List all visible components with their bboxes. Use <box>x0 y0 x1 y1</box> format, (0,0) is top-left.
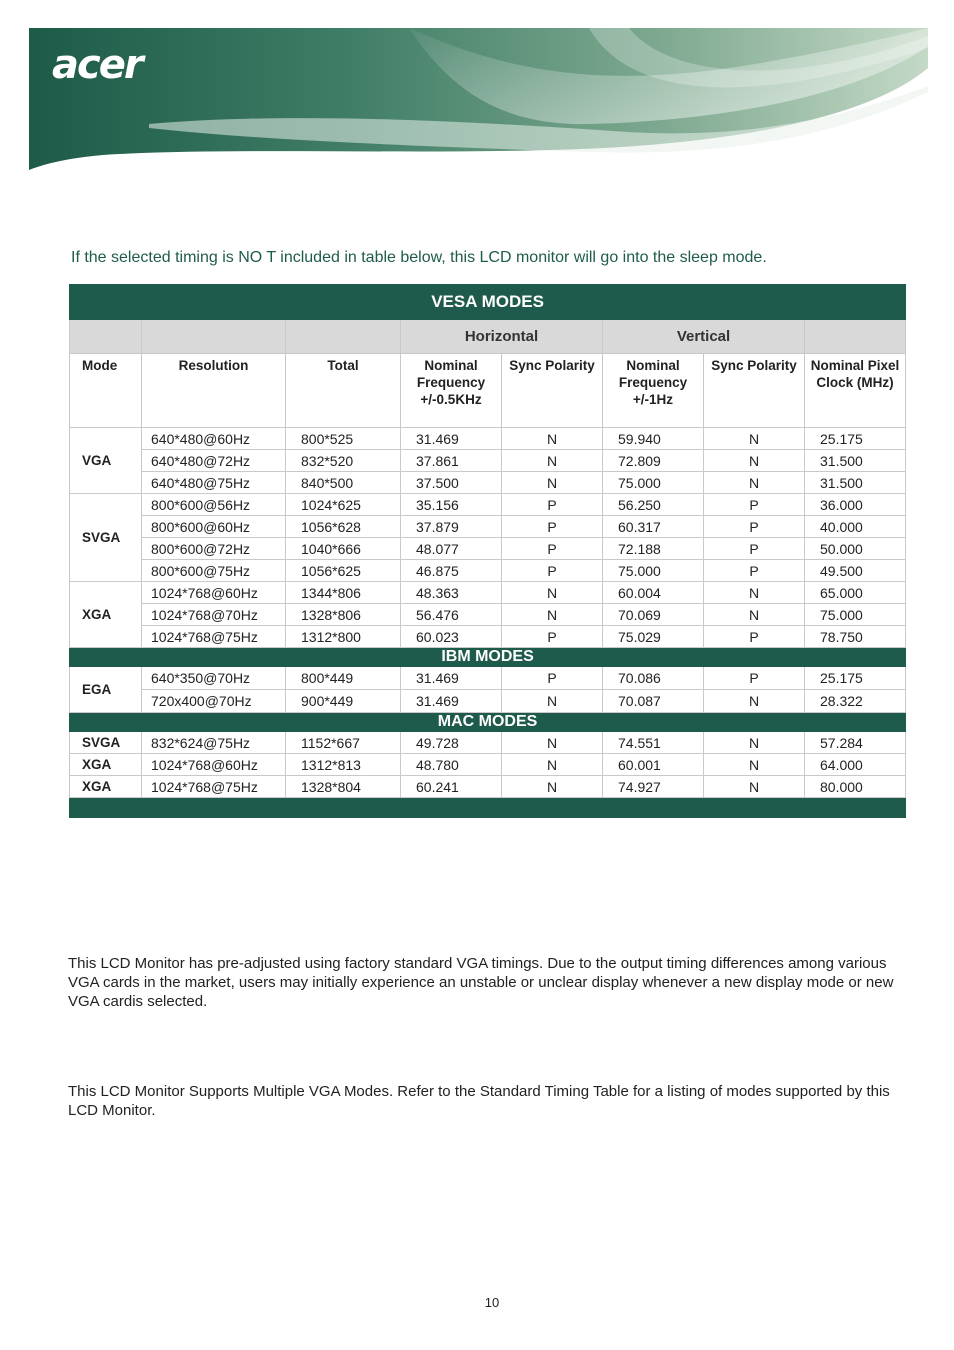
table-row <box>70 472 906 494</box>
pixel-clock-cell: 57.284 <box>805 732 906 754</box>
resolution-cell: 720x400@70Hz <box>142 690 286 713</box>
pixel-clock-cell: 36.000 <box>805 494 906 516</box>
mode-cell: VGA <box>70 428 142 494</box>
v-frequency-cell: 72.188 <box>603 538 704 560</box>
resolution-cell: 1024*768@60Hz <box>142 582 286 604</box>
total-cell: 1344*806 <box>286 582 401 604</box>
v-frequency-cell: 60.001 <box>603 754 704 776</box>
total-cell: 1312*813 <box>286 754 401 776</box>
h-sync-cell: N <box>502 604 603 626</box>
v-frequency-cell: 59.940 <box>603 428 704 450</box>
resolution-cell: 832*624@75Hz <box>142 732 286 754</box>
header-total: Total <box>286 354 401 428</box>
resolution-cell: 640*480@60Hz <box>142 428 286 450</box>
h-frequency-cell: 49.728 <box>401 732 502 754</box>
table-row <box>70 516 906 538</box>
pixel-clock-cell: 64.000 <box>805 754 906 776</box>
timing-table <box>69 284 906 818</box>
total-cell: 1056*625 <box>286 560 401 582</box>
group-horizontal: Horizontal <box>401 320 603 354</box>
v-sync-cell: N <box>704 690 805 713</box>
v-frequency-cell: 60.317 <box>603 516 704 538</box>
h-sync-cell: N <box>502 776 603 798</box>
h-frequency-cell: 60.241 <box>401 776 502 798</box>
resolution-cell: 800*600@72Hz <box>142 538 286 560</box>
pixel-clock-cell: 78.750 <box>805 626 906 648</box>
mode-cell: XGA <box>70 754 142 776</box>
h-frequency-cell: 37.861 <box>401 450 502 472</box>
total-cell: 800*525 <box>286 428 401 450</box>
pixel-clock-cell: 31.500 <box>805 450 906 472</box>
table-row <box>70 560 906 582</box>
mac-modes-title: MAC MODES <box>70 713 906 732</box>
h-sync-cell: P <box>502 538 603 560</box>
header-h-sync: Sync Polarity <box>502 354 603 428</box>
group-header-row <box>70 320 906 354</box>
intro-text: If the selected timing is NO T included in table below, this LCD monitor will go into the sleep mode. <box>71 249 767 266</box>
resolution-cell: 1024*768@70Hz <box>142 604 286 626</box>
h-sync-cell: N <box>502 582 603 604</box>
page-number: 10 <box>484 1295 500 1310</box>
resolution-cell: 640*480@72Hz <box>142 450 286 472</box>
total-cell: 840*500 <box>286 472 401 494</box>
table-row <box>70 732 906 754</box>
note-factory-timing: This LCD Monitor has pre-adjusted using factory standard VGA timings. Due to the output timing differences among various VGA cards in the market, users may initially experience an unstable or unclear display whenever a new display mode or new VGA cardis selected. <box>68 955 894 1010</box>
total-cell: 832*520 <box>286 450 401 472</box>
table-row <box>70 776 906 798</box>
table-row <box>70 428 906 450</box>
vesa-modes-title: VESA MODES <box>70 285 906 320</box>
v-sync-cell: P <box>704 626 805 648</box>
resolution-cell: 800*600@56Hz <box>142 494 286 516</box>
v-sync-cell: N <box>704 732 805 754</box>
v-sync-cell: P <box>704 494 805 516</box>
total-cell: 1024*625 <box>286 494 401 516</box>
total-cell: 1312*800 <box>286 626 401 648</box>
v-frequency-cell: 75.000 <box>603 472 704 494</box>
h-frequency-cell: 37.879 <box>401 516 502 538</box>
v-frequency-cell: 70.086 <box>603 667 704 690</box>
resolution-cell: 800*600@60Hz <box>142 516 286 538</box>
mode-cell: XGA <box>70 582 142 648</box>
h-sync-cell: P <box>502 667 603 690</box>
group-vertical: Vertical <box>603 320 805 354</box>
v-sync-cell: N <box>704 582 805 604</box>
total-cell: 1152*667 <box>286 732 401 754</box>
table-row <box>70 538 906 560</box>
v-sync-cell: N <box>704 450 805 472</box>
h-frequency-cell: 31.469 <box>401 428 502 450</box>
h-frequency-cell: 31.469 <box>401 667 502 690</box>
table-row <box>70 690 906 713</box>
h-sync-cell: P <box>502 560 603 582</box>
pixel-clock-cell: 50.000 <box>805 538 906 560</box>
v-sync-cell: P <box>704 516 805 538</box>
v-frequency-cell: 56.250 <box>603 494 704 516</box>
v-sync-cell: N <box>704 754 805 776</box>
h-frequency-cell: 60.023 <box>401 626 502 648</box>
h-frequency-cell: 48.077 <box>401 538 502 560</box>
v-sync-cell: P <box>704 538 805 560</box>
table-row <box>70 450 906 472</box>
h-sync-cell: N <box>502 690 603 713</box>
note-multiple-modes: This LCD Monitor Supports Multiple VGA Modes. Refer to the Standard Timing Table for a listing of modes supported by this LCD Monitor. <box>68 1083 890 1119</box>
pixel-clock-cell: 31.500 <box>805 472 906 494</box>
resolution-cell: 1024*768@75Hz <box>142 776 286 798</box>
mode-cell: SVGA <box>70 494 142 582</box>
table-footer-band <box>70 798 906 818</box>
h-frequency-cell: 35.156 <box>401 494 502 516</box>
v-sync-cell: N <box>704 776 805 798</box>
h-sync-cell: N <box>502 732 603 754</box>
table-row <box>70 754 906 776</box>
total-cell: 1328*804 <box>286 776 401 798</box>
v-frequency-cell: 70.069 <box>603 604 704 626</box>
header-banner <box>29 28 928 170</box>
mode-cell: EGA <box>70 667 142 713</box>
table-row <box>70 582 906 604</box>
h-sync-cell: P <box>502 516 603 538</box>
total-cell: 800*449 <box>286 667 401 690</box>
h-frequency-cell: 48.363 <box>401 582 502 604</box>
header-v-frequency: Nominal Frequency +/-1Hz <box>603 354 704 428</box>
v-frequency-cell: 74.551 <box>603 732 704 754</box>
v-sync-cell: N <box>704 428 805 450</box>
header-mode: Mode <box>70 354 142 428</box>
vesa-modes-band <box>70 285 906 320</box>
h-sync-cell: P <box>502 626 603 648</box>
mode-cell: SVGA <box>70 732 142 754</box>
mac-modes-band <box>70 713 906 732</box>
pixel-clock-cell: 25.175 <box>805 428 906 450</box>
table-row <box>70 604 906 626</box>
pixel-clock-cell: 28.322 <box>805 690 906 713</box>
resolution-cell: 1024*768@75Hz <box>142 626 286 648</box>
pixel-clock-cell: 40.000 <box>805 516 906 538</box>
pixel-clock-cell: 65.000 <box>805 582 906 604</box>
header-pixel-clock: Nominal Pixel Clock (MHz) <box>805 354 906 428</box>
table-row <box>70 494 906 516</box>
mode-cell: XGA <box>70 776 142 798</box>
pixel-clock-cell: 25.175 <box>805 667 906 690</box>
v-sync-cell: P <box>704 667 805 690</box>
resolution-cell: 1024*768@60Hz <box>142 754 286 776</box>
h-frequency-cell: 31.469 <box>401 690 502 713</box>
h-sync-cell: N <box>502 472 603 494</box>
h-sync-cell: P <box>502 494 603 516</box>
table-row <box>70 626 906 648</box>
total-cell: 900*449 <box>286 690 401 713</box>
v-frequency-cell: 60.004 <box>603 582 704 604</box>
v-frequency-cell: 74.927 <box>603 776 704 798</box>
h-frequency-cell: 48.780 <box>401 754 502 776</box>
v-frequency-cell: 72.809 <box>603 450 704 472</box>
total-cell: 1328*806 <box>286 604 401 626</box>
v-frequency-cell: 75.029 <box>603 626 704 648</box>
v-sync-cell: P <box>704 560 805 582</box>
pixel-clock-cell: 75.000 <box>805 604 906 626</box>
h-sync-cell: N <box>502 450 603 472</box>
ibm-modes-band <box>70 648 906 667</box>
h-sync-cell: N <box>502 428 603 450</box>
pixel-clock-cell: 80.000 <box>805 776 906 798</box>
h-frequency-cell: 56.476 <box>401 604 502 626</box>
v-sync-cell: N <box>704 604 805 626</box>
ibm-modes-title: IBM MODES <box>70 648 906 667</box>
resolution-cell: 640*350@70Hz <box>142 667 286 690</box>
h-sync-cell: N <box>502 754 603 776</box>
header-resolution: Resolution <box>142 354 286 428</box>
v-frequency-cell: 70.087 <box>603 690 704 713</box>
h-frequency-cell: 46.875 <box>401 560 502 582</box>
header-h-frequency: Nominal Frequency +/-0.5KHz <box>401 354 502 428</box>
total-cell: 1040*666 <box>286 538 401 560</box>
column-header-row <box>70 354 906 428</box>
v-sync-cell: N <box>704 472 805 494</box>
h-frequency-cell: 37.500 <box>401 472 502 494</box>
resolution-cell: 800*600@75Hz <box>142 560 286 582</box>
v-frequency-cell: 75.000 <box>603 560 704 582</box>
resolution-cell: 640*480@75Hz <box>142 472 286 494</box>
table-row <box>70 667 906 690</box>
header-v-sync: Sync Polarity <box>704 354 805 428</box>
acer-logo: acer <box>52 42 142 88</box>
total-cell: 1056*628 <box>286 516 401 538</box>
pixel-clock-cell: 49.500 <box>805 560 906 582</box>
